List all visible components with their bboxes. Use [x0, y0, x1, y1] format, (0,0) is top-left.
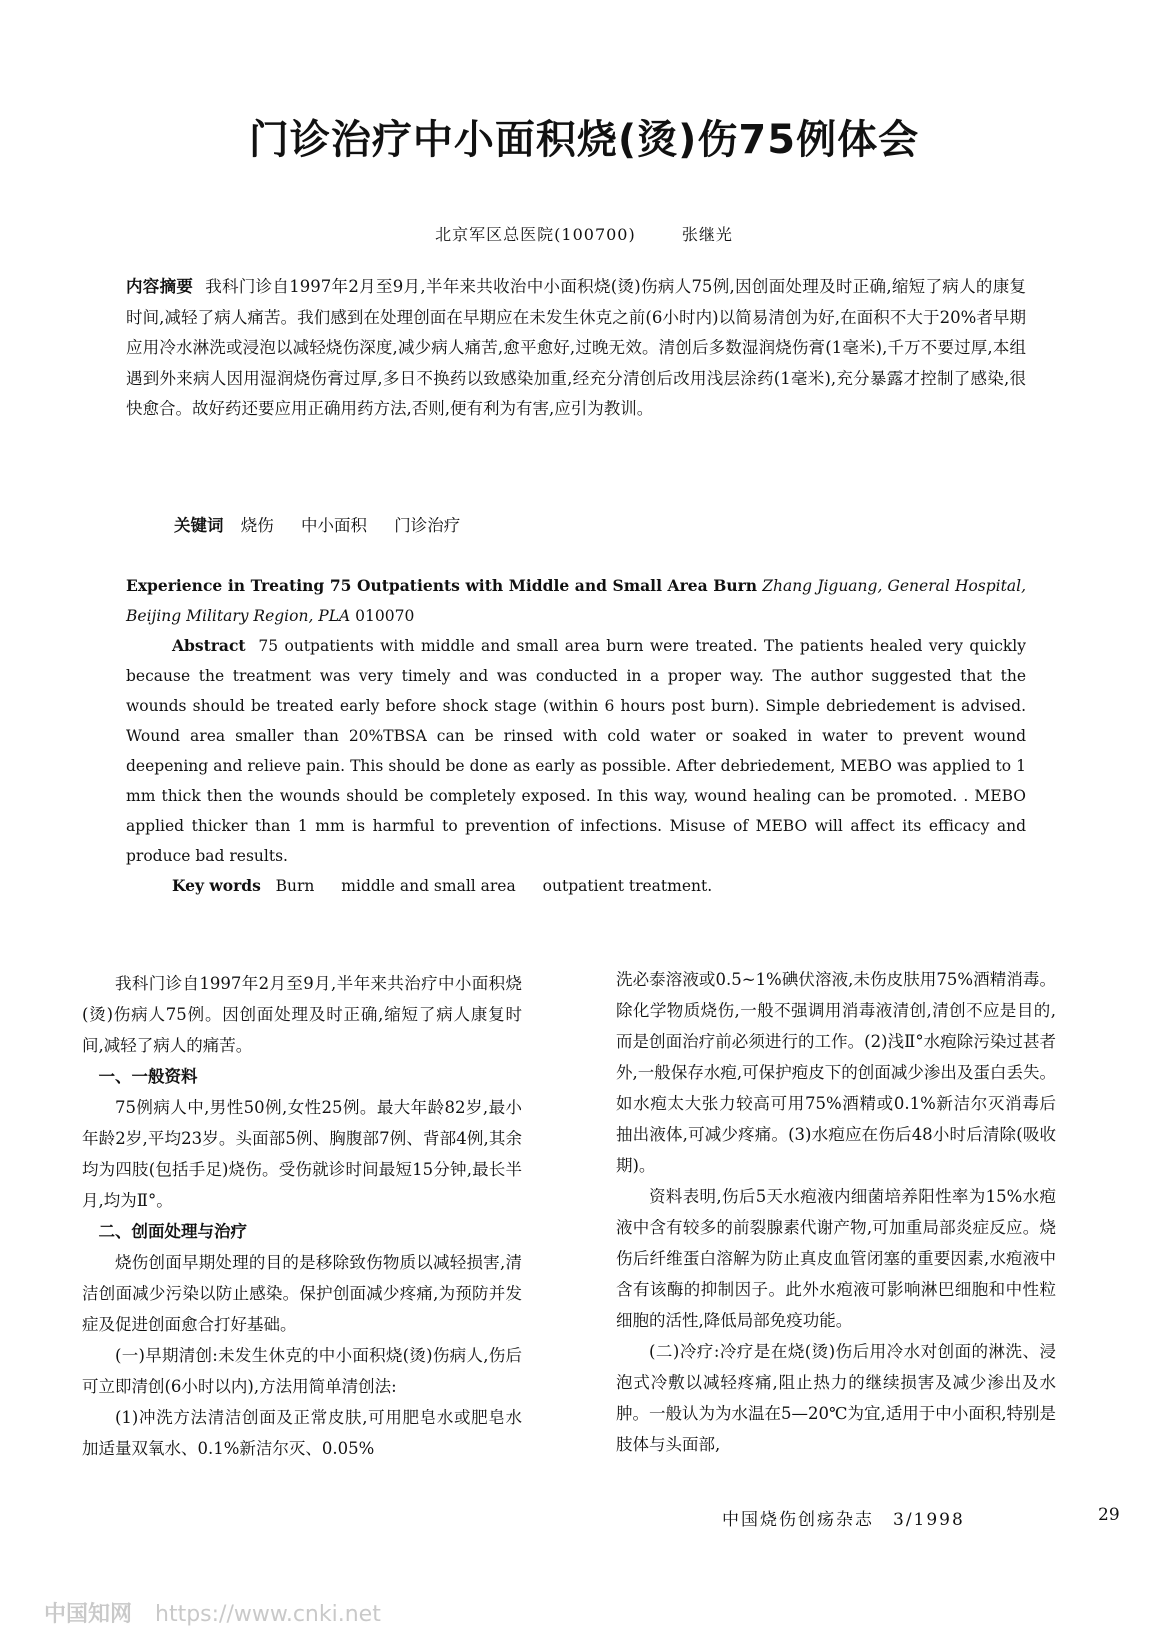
english-abstract-text: 75 outpatients with middle and small area burn were treated. The patients healed very quickly because the treatment was very timely and was conducted in a proper way. The author suggested that the wounds should be treated early before shock stage (within 6 hours post burn). Simple debriedement is advised. Wound area smaller than 20%TBSA can be rinsed with cold water or soaked in water to prevent wound deepening and relieve pain. This should be done as early as possible. After debriedement, MEBO was applied to 1 mm thick then the wounds should be completely exposed. In this way, wound healing can be promoted. . MEBO applied thicker than 1 mm is harmful to prevention of infections. Misuse of MEBO will affect its efficacy and produce bad results.: [126, 637, 1027, 865]
english-keyword: Burn: [275, 877, 315, 895]
byline: [0, 222, 1168, 245]
body-paragraph: 烧伤创面早期处理的目的是移除致伤物质以减轻损害,清洁创面减少污染以防止感染。保护创面减少疼痛,为预防并发症及促进创面愈合打好基础。: [82, 1253, 522, 1334]
chinese-keyword: 中小面积: [301, 516, 367, 535]
chinese-abstract-text: 我科门诊自1997年2月至9月,半年来共收治中小面积烧(烫)伤病人75例,因创面处理及时正确,缩短了病人的康复时间,减轻了病人痛苦。我们感到在处理创面在早期应在未发生休克之前(6小时内)以简易清创为好,在面积不大于20%者早期应用冷水淋洗或浸泡以减轻烧伤深度,减少病人痛苦,愈平愈好,过晚无效。清创后多数湿润烧伤膏(1毫米),千万不要过厚,本组遇到外来病人因用湿润烧伤膏过厚,多日不换药以致感染加重,经充分清创后改用浅层涂药(1毫米),充分暴露才控制了感染,很快愈合。故好药还要应用正确用药方法,否则,便有利为有害,应引为教训。: [126, 277, 1027, 418]
page-number: 29: [1098, 1505, 1120, 1525]
section-heading: 一、一般资料: [98, 1067, 198, 1086]
body-paragraph: (一)早期清创:未发生休克的中小面积烧(烫)伤病人,伤后可立即清创(6小时以内),方法用简单清创法:: [82, 1346, 522, 1396]
english-keywords-label: Key words: [172, 876, 261, 895]
cnki-watermark: [44, 1597, 381, 1628]
body-paragraph: (1)冲洗方法清洁创面及正常皮肤,可用肥皂水或肥皂水加适量双氧水、0.1%新洁尔灭、0.05%: [82, 1408, 522, 1458]
english-keyword: outpatient treatment.: [542, 877, 713, 895]
english-heading: [126, 571, 1026, 631]
chinese-keyword: 门诊治疗: [394, 516, 461, 535]
chinese-keywords-label: 关键词: [174, 516, 224, 535]
chinese-keywords: [174, 512, 482, 536]
english-title: Experience in Treating 75 Outpatients with Middle and Small Area Burn: [126, 576, 758, 595]
journal-footer: 中国烧伤创疡杂志 3/1998: [722, 1510, 965, 1530]
english-author-affiliation: Zhang Jiguang, General Hospital, Beijing Military Region, PLA: [126, 577, 1026, 625]
chinese-abstract-label: 内容摘要: [126, 277, 194, 296]
affiliation: 北京军区总医院(100700): [435, 225, 636, 244]
body-paragraph: 75例病人中,男性50例,女性25例。最大年龄82岁,最小年龄2岁,平均23岁。头面部5例、胸腹部7例、背部4例,其余均为四肢(包括手足)烧伤。受伤就诊时间最短15分钟,最长半月,均为Ⅱ°。: [82, 1098, 522, 1210]
body-paragraph: 资料表明,伤后5天水疱液内细菌培养阳性率为15%水疱液中含有较多的前裂腺素代谢产物,可加重局部炎症反应。烧伤后纤维蛋白溶解为防止真皮血管闭塞的重要因素,水疱液中含有该酶的抑制因子。此外水疱液可影响淋巴细胞和中性粒细胞的活性,降低局部免疫功能。: [616, 1187, 1056, 1330]
chinese-keyword: 烧伤: [240, 516, 274, 535]
chinese-abstract: [126, 272, 1026, 425]
body-left-column: [82, 968, 522, 1464]
author: 张继光: [681, 225, 733, 244]
english-abstract-block: [126, 571, 1026, 901]
english-keywords: [126, 871, 1026, 901]
english-abstract: [126, 631, 1026, 871]
watermark-name: 中国知网: [44, 1602, 133, 1627]
english-abstract-label: Abstract: [172, 636, 246, 655]
english-keyword: middle and small area: [341, 877, 516, 895]
body-paragraph: 我科门诊自1997年2月至9月,半年来共治疗中小面积烧(烫)伤病人75例。因创面处理及时正确,缩短了病人康复时间,减轻了病人的痛苦。: [82, 974, 522, 1055]
watermark-url: https://www.cnki.net: [155, 1602, 381, 1627]
english-zip: 010070: [355, 607, 415, 625]
article-title: 门诊治疗中小面积烧(烫)伤75例体会: [248, 117, 920, 163]
body-paragraph: (二)冷疗:冷疗是在烧(烫)伤后用冷水对创面的淋洗、浸泡式冷敷以减轻疼痛,阻止热力的继续损害及减少渗出及水肿。一般认为为水温在5—20℃为宜,适用于中小面积,特别是肢体与头面部,: [616, 1342, 1056, 1454]
section-heading: 二、创面处理与治疗: [98, 1222, 247, 1241]
body-paragraph: 洗必泰溶液或0.5~1%碘伏溶液,未伤皮肤用75%酒精消毒。除化学物质烧伤,一般不强调用消毒液清创,清创不应是目的,而是创面治疗前必须进行的工作。(2)浅Ⅱ°水疱除污染过甚者外,一般保存水疱,可保护疱皮下的创面减少渗出及蛋白丢失。如水疱太大张力较高可用75%酒精或0.1%新洁尔灭消毒后抽出液体,可减少疼痛。(3)水疱应在伤后48小时后清除(吸收期)。: [616, 970, 1056, 1175]
body-right-column: [616, 964, 1056, 1460]
